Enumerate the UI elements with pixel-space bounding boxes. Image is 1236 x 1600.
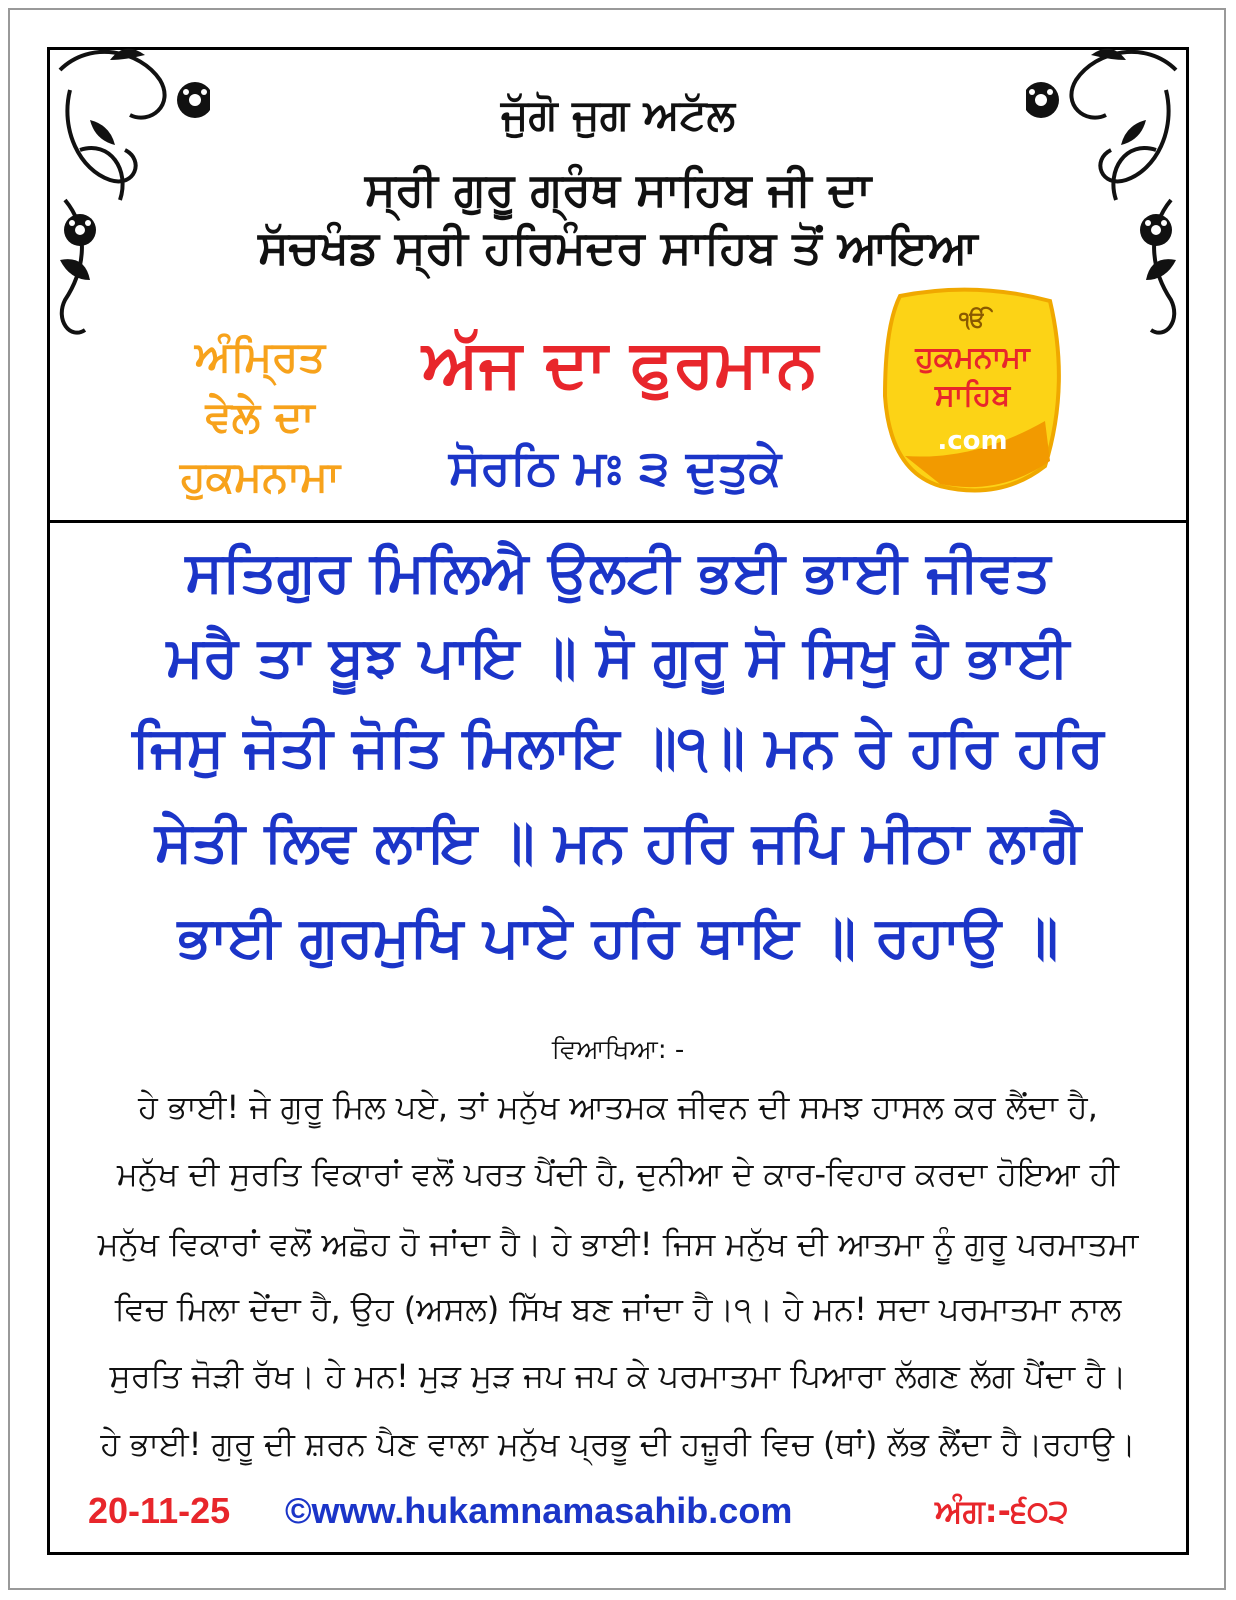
amrit-vele-line-1: ਅੰਮ੍ਰਿਤ: [194, 332, 326, 381]
vyakhya-line: ਹੇ ਭਾਈ! ਗੁਰੂ ਦੀ ਸ਼ਰਨ ਪੈਣ ਵਾਲਾ ਮਨੁੱਖ ਪ੍ਰਭੂ ਦੀ ਹਜ਼ੂਰੀ ਵਿਚ (ਥਾਂ) ਲੱਭ ਲੈਂਦਾ ਹੈ।ਰਹਾਉ।: [100, 1425, 1136, 1463]
page-title: ਅੱਜ ਦਾ ਫੁਰਮਾਨ: [422, 325, 818, 402]
ik-onkar-icon: ੴ: [959, 308, 986, 333]
raag-heading: ਸੋਰਠਿ ਮਃ ੩ ਦੁਤੁਕੇ: [448, 440, 782, 496]
header-line-2: ਸ੍ਰੀ ਗੁਰੂ ਗ੍ਰੰਥ ਸਾਹਿਬ ਜੀ ਦਾ: [364, 162, 872, 216]
vyakhya-line: ਹੇ ਭਾਈ! ਜੇ ਗੁਰੂ ਮਿਲ ਪਏ, ਤਾਂ ਮਨੁੱਖ ਆਤਮਕ ਜੀਵਨ ਦੀ ਸਮਝ ਹਾਸਲ ਕਰ ਲੈਂਦਾ ਹੈ,: [138, 1088, 1098, 1126]
hukamnama-sahib-logo: [880, 286, 1065, 496]
section-divider: [50, 520, 1186, 523]
footer-website-link[interactable]: ©www.hukamnamasahib.com: [285, 1490, 793, 1531]
footer-ang-number: ਅੰਗ:-੬੦੨: [935, 1492, 1069, 1530]
vyakhya-heading: ਵਿਆਖਿਆ: -: [551, 1035, 685, 1065]
logo-text-line-2: ਸਾਹਿਬ: [934, 378, 1011, 413]
logo-text-line-3: .com: [937, 426, 1008, 456]
vyakhya-line: ਵਿਚ ਮਿਲਾ ਦੇਂਦਾ ਹੈ, ਉਹ (ਅਸਲ) ਸਿੱਖ ਬਣ ਜਾਂਦਾ ਹੈ।੧। ਹੇ ਮਨ! ਸਦਾ ਪਰਮਾਤਮਾ ਨਾਲ: [114, 1290, 1122, 1328]
bani-line: ਸਤਿਗੁਰ ਮਿਲਿਐ ਉਲਟੀ ਭਈ ਭਾਈ ਜੀਵਤ: [185, 540, 1051, 605]
bani-line: ਭਾਈ ਗੁਰਮੁਖਿ ਪਾਏ ਹਰਿ ਥਾਇ ॥ ਰਹਾਉ ॥: [177, 905, 1059, 970]
amrit-vele-line-2: ਵੇਲੇ ਦਾ: [205, 392, 315, 441]
logo-text-line-1: ਹੁਕਮਨਾਮਾ: [915, 340, 1030, 375]
bani-line: ਮਰੈ ਤਾ ਬੂਝ ਪਾਇ ॥ ਸੋ ਗੁਰੂ ਸੋ ਸਿਖੁ ਹੈ ਭਾਈ: [166, 625, 1070, 690]
vyakhya-line: ਮਨੁੱਖ ਵਿਕਾਰਾਂ ਵਲੋਂ ਅਛੋਹ ਹੋ ਜਾਂਦਾ ਹੈ। ਹੇ ਭਾਈ! ਜਿਸ ਮਨੁੱਖ ਦੀ ਆਤਮਾ ਨੂੰ ਗੁਰੂ ਪਰਮਾਤਮਾ: [97, 1225, 1139, 1263]
vyakhya-line: ਸੁਰਤਿ ਜੋੜੀ ਰੱਖ। ਹੇ ਮਨ! ਮੁੜ ਮੁੜ ਜਪ ਜਪ ਕੇ ਪਰਮਾਤਮਾ ਪਿਆਰਾ ਲੱਗਣ ਲੱਗ ਪੈਂਦਾ ਹੈ।: [109, 1357, 1127, 1395]
vyakhya-line: ਮਨੁੱਖ ਦੀ ਸੁਰਤਿ ਵਿਕਾਰਾਂ ਵਲੋਂ ਪਰਤ ਪੈਂਦੀ ਹੈ, ਦੁਨੀਆ ਦੇ ਕਾਰ-ਵਿਹਾਰ ਕਰਦਾ ਹੋਇਆ ਹੀ: [116, 1155, 1120, 1193]
footer-date: 20-11-25: [88, 1490, 231, 1531]
bani-line: ਸੇਤੀ ਲਿਵ ਲਾਇ ॥ ਮਨ ਹਰਿ ਜਪਿ ਮੀਠਾ ਲਾਗੈ: [154, 810, 1082, 875]
bani-line: ਜਿਸੁ ਜੋਤੀ ਜੋਤਿ ਮਿਲਾਇ ॥੧॥ ਮਨ ਰੇ ਹਰਿ ਹਰਿ: [132, 715, 1104, 780]
header-line-3: ਸੱਚਖੰਡ ਸ੍ਰੀ ਹਰਿਮੰਦਰ ਸਾਹਿਬ ਤੋਂ ਆਇਆ: [258, 220, 978, 274]
header-line-1: ਜੁੱਗੋ ਜੁਗ ਅਟੱਲ: [501, 90, 735, 139]
amrit-vele-line-3: ਹੁਕਮਨਾਮਾ: [180, 452, 340, 501]
